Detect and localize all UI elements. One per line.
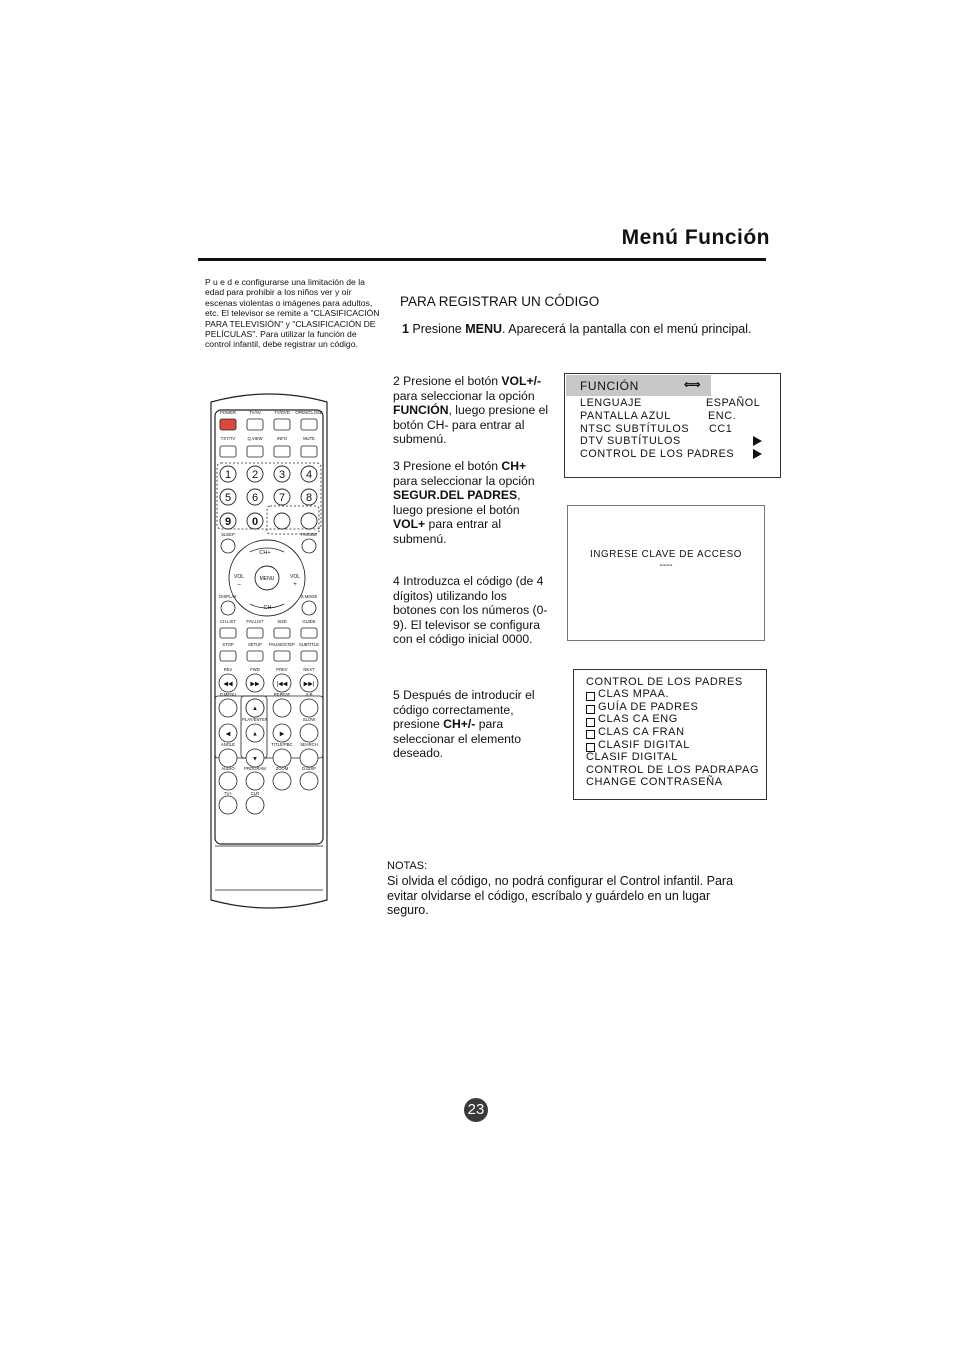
menu-title-bar — [566, 375, 711, 396]
remote-key-label: TITLE/PBC — [271, 742, 293, 747]
remote-key-label: GUIDE — [302, 619, 316, 624]
remote-key-label: SIZE — [277, 619, 287, 624]
remote-key-label: CH.LIST — [219, 619, 237, 624]
remote-key — [221, 539, 235, 553]
step-3-option: SEGUR.DEL PADRES — [393, 488, 518, 502]
step-3-key-2: VOL+ — [393, 517, 426, 531]
remote-key — [219, 796, 237, 814]
remote-key — [301, 628, 317, 638]
digit-key-label: 3 — [278, 469, 286, 481]
remote-key-label: Q.VIEW — [247, 436, 263, 441]
remote-key-label: D.DISP — [302, 766, 316, 771]
menu-key-label: MENU — [259, 576, 275, 582]
parental-item: CLAS CA ENG — [598, 713, 678, 725]
menu-row-label: LENGUAJE — [580, 397, 642, 409]
menu-row-label: CONTROL DE LOS PADRES — [580, 448, 735, 460]
remote-key-glyph: ▼ — [252, 756, 258, 763]
remote-key — [274, 628, 290, 638]
remote-key — [247, 446, 263, 457]
remote-key — [273, 749, 291, 767]
digit-key-label: 0 — [251, 516, 259, 528]
checkbox-icon — [586, 705, 595, 714]
remote-key-label: INFO — [276, 436, 288, 441]
menu-title: FUNCIÓN — [580, 379, 639, 393]
extra-key — [274, 513, 290, 529]
ch-down-label: CH– — [263, 605, 275, 611]
menu-row-label: DTV SUBTÍTULOS — [580, 435, 681, 447]
remote-key — [247, 628, 263, 638]
menu-row-label: PANTALLA AZUL — [580, 410, 671, 422]
checkbox-icon — [586, 730, 595, 739]
access-code-screen — [567, 505, 765, 641]
step-1-num: 1 — [402, 322, 409, 336]
vol-down-sign: – — [237, 582, 241, 588]
function-menu-screen — [564, 373, 781, 478]
remote-key-label: FWD — [250, 667, 260, 672]
parental-extra: CLASIF DIGITAL — [586, 751, 678, 763]
digit-key-label: 1 — [224, 469, 232, 481]
remote-key — [220, 628, 236, 638]
remote-key-label: SUBTITLE — [298, 642, 320, 647]
remote-key-label: S.MODE — [300, 594, 318, 599]
remote-key-glyph: ▶▶| — [303, 681, 315, 688]
access-code-value: ---- — [659, 560, 673, 571]
parental-item: CLASIF DIGITAL — [598, 739, 690, 751]
remote-key-label: D.MENU — [219, 692, 237, 697]
step-2-text-c: para seleccionar la opción — [393, 388, 535, 403]
remote-key-label: TXT/TV — [220, 436, 236, 441]
digit-key-label: 2 — [251, 469, 259, 481]
extra-key — [301, 513, 317, 529]
remote-key-label: REV — [223, 667, 233, 672]
step-3-key: CH+ — [501, 459, 527, 473]
remote-key-label: TV+ — [224, 791, 232, 796]
remote-key-label: ANGLE — [220, 742, 236, 747]
parental-title: CONTROL DE LOS PADRES — [586, 676, 743, 688]
step-3-text-e: , luego presione el botón — [393, 488, 521, 517]
step-3 — [393, 459, 553, 546]
remote-key-label: NEXT — [303, 667, 315, 672]
remote-key-glyph: ▶ — [279, 731, 285, 738]
remote-key — [220, 419, 236, 430]
remote-key — [219, 772, 237, 790]
remote-key-label: SEARCH — [300, 742, 318, 747]
submenu-arrow-icon — [753, 436, 762, 446]
left-right-arrows-icon: ⇐⇒ — [684, 379, 699, 391]
digit-key-label: 4 — [305, 469, 313, 481]
remote-key-label: ZOOM — [275, 766, 289, 771]
remote-key — [246, 772, 264, 790]
step-5-text-a: 5 Después de introducir el código correctamente, presione — [393, 688, 535, 731]
step-1 — [402, 322, 752, 336]
remote-key — [300, 749, 318, 767]
vol-down-label: VOL — [233, 574, 245, 580]
remote-key — [300, 772, 318, 790]
parental-control-screen — [573, 669, 767, 800]
remote-key-label: SLEEP — [221, 532, 235, 537]
notes-text: Si olvida el código, no podrá configurar el Control infantil. Para evitar olvidarse el código, escríbalo y guárdelo en un lugar seguro. — [387, 873, 734, 918]
checkbox-icon — [586, 718, 595, 727]
remote-key — [246, 796, 264, 814]
menu-row-value: CC1 — [709, 423, 733, 435]
remote-key-glyph: ◀ — [225, 731, 231, 738]
remote-key-label: AUDIO — [221, 766, 235, 771]
remote-key-label: POWER — [220, 410, 236, 415]
remote-key-label: OPEN/CLOSE — [295, 410, 323, 415]
title-rule — [198, 258, 766, 261]
remote-key — [273, 772, 291, 790]
remote-key-label: SLOW — [302, 717, 316, 722]
parental-item: GUÍA DE PADRES — [598, 701, 699, 713]
remote-key-label: DISPLAY — [219, 594, 237, 599]
remote-key — [274, 446, 290, 457]
step-3-text-g: para entrar al submenú. — [393, 517, 502, 546]
remote-key — [221, 601, 235, 615]
menu-row-value: ESPAÑOL — [706, 397, 761, 409]
menu-row-value: ENC. — [708, 410, 737, 422]
remote-key — [302, 539, 316, 553]
step-2-text-a: 2 Presione el botón — [393, 374, 502, 388]
remote-key-label: SETUP — [248, 642, 262, 647]
parental-extra: CONTROL DE LOS PADRAPAG — [586, 764, 760, 776]
remote-key-label: P.MODE — [301, 532, 317, 537]
remote-key-glyph: ▲ — [252, 731, 258, 738]
menu-row-label: NTSC SUBTÍTULOS — [580, 423, 690, 435]
remote-key — [300, 724, 318, 742]
remote-key — [247, 419, 263, 430]
checkbox-icon — [586, 692, 595, 701]
remote-key — [274, 651, 290, 661]
step-5-text-c: para seleccionar el elemento deseado. — [393, 717, 522, 760]
remote-key-label: A-B — [305, 692, 313, 697]
step-1-menu-key: MENU — [465, 322, 503, 336]
step-2-text-e: , luego presione el botón CH- para entrar al submenú. — [393, 403, 549, 446]
remote-key — [220, 651, 236, 661]
step-4: 4 Introduzca el código (de 4 dígitos) utilizando los botones con los números (0-9). El televisor se configura con el código inicial 0000. — [393, 574, 548, 646]
page-number: 23 — [464, 1098, 488, 1122]
remote-key — [247, 651, 263, 661]
up-glyph: ▲ — [252, 706, 258, 712]
remote-key-label: PAUSE/STEP — [269, 642, 295, 647]
remote-key-label: TV/DVD — [274, 410, 290, 415]
step-1-text-c: . Aparecerá la pantalla con el menú principal. — [502, 322, 752, 336]
notes-label: NOTAS: — [387, 860, 428, 872]
remote-key-label: CLR — [250, 791, 260, 796]
remote-key — [273, 699, 291, 717]
ch-up-label: CH+ — [259, 550, 271, 556]
step-5-key: CH+/- — [443, 717, 476, 731]
access-code-label: INGRESE CLAVE DE ACCESO — [590, 549, 742, 560]
remote-key-glyph: ▶▶ — [250, 681, 260, 688]
step-2-key: VOL+/- — [501, 374, 542, 388]
remote-key-glyph: ◀◀ — [223, 681, 233, 688]
digit-key-label: 7 — [278, 492, 286, 504]
parental-item: CLAS MPAA. — [598, 688, 670, 700]
remote-key-glyph: |◀◀ — [276, 681, 288, 688]
remote-key-label: MUTE — [303, 436, 315, 441]
digit-key-label: 5 — [224, 492, 232, 504]
remote-key — [274, 419, 290, 430]
notes — [387, 859, 752, 918]
remote-key-label: STOP — [222, 642, 234, 647]
digit-key-label: 9 — [224, 516, 232, 528]
remote-key — [301, 419, 317, 430]
digit-key-label: 6 — [251, 492, 259, 504]
remote-key-label: REPEAT — [273, 692, 291, 697]
step-2 — [393, 374, 553, 447]
remote-key-label: PREV — [276, 667, 288, 672]
remote-key-label: PLAY/ENTER — [242, 717, 268, 722]
remote-key-label: PROGRAM — [244, 766, 266, 771]
remote-key — [219, 749, 237, 767]
remote-key — [301, 446, 317, 457]
page-title: Menú Función — [621, 226, 770, 249]
vol-up-sign: + — [293, 582, 297, 588]
remote-key-label: FAV.LIST — [246, 619, 264, 624]
submenu-arrow-icon — [753, 449, 762, 459]
remote-key — [300, 699, 318, 717]
intro-body: configurarse una limitación de la edad para prohibir a los niños ver y oír escenas violentas o imágenes para adultos, etc. El televisor se remite a "CLASIFICACIÓN PARA TELEVISIÓN" y "CLASIFICACIÓN DE PELÍCULAS". Para utilizar la función de control infantil, debe registrar un código. — [205, 277, 380, 350]
remote-key — [301, 651, 317, 661]
remote-key — [219, 699, 237, 717]
step-3-text-a: 3 Presione el botón — [393, 459, 502, 473]
remote-control-illustration — [207, 390, 331, 916]
intro-lead: P u e d e — [205, 277, 240, 287]
digit-key-label: 8 — [305, 492, 313, 504]
step-3-text-c: para seleccionar la opción — [393, 473, 535, 488]
step-5 — [393, 688, 553, 761]
section-heading: PARA REGISTRAR UN CÓDIGO — [400, 294, 600, 309]
remote-key — [302, 601, 316, 615]
remote-key-label: TV/AV — [249, 410, 261, 415]
remote-key — [220, 446, 236, 457]
vol-up-label: VOL — [289, 574, 301, 580]
intro-text — [205, 277, 380, 350]
parental-item: CLAS CA FRAN — [598, 726, 685, 738]
parental-extra: CHANGE CONTRASEÑA — [586, 776, 723, 788]
step-1-text-a: Presione — [408, 322, 466, 336]
step-2-option: FUNCIÓN — [393, 403, 449, 417]
